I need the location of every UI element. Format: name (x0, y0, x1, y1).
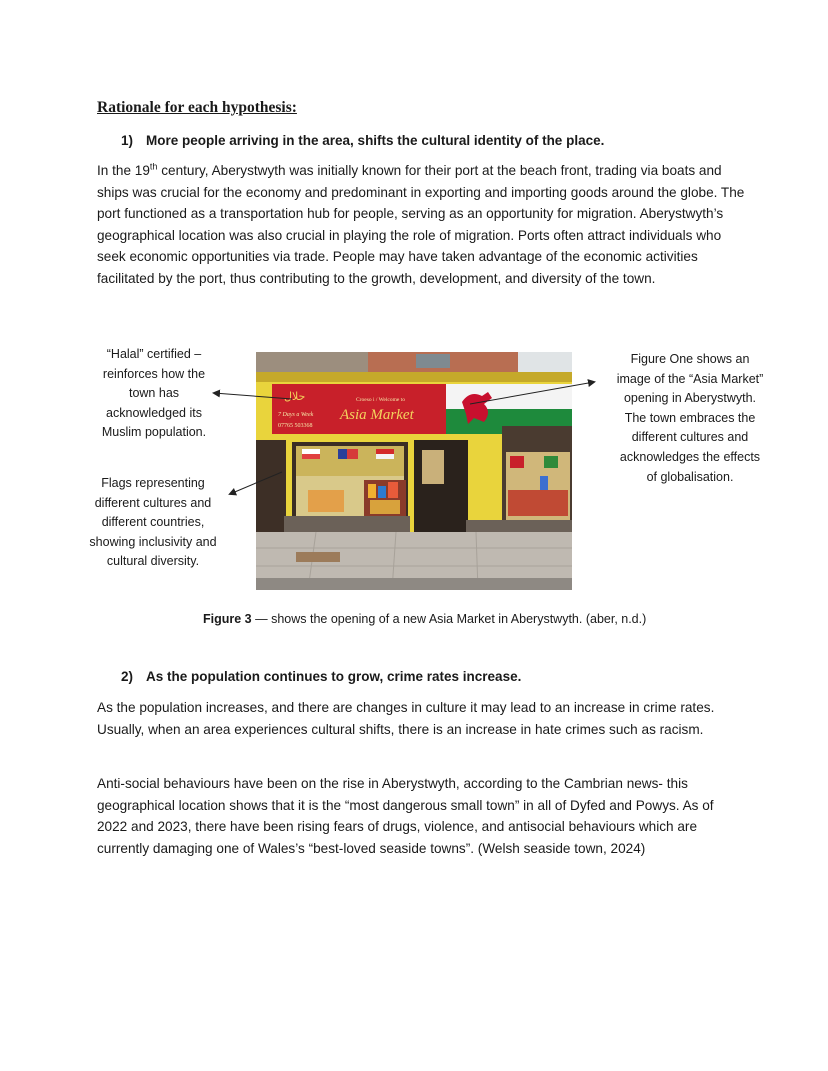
arrow-figure-one (470, 382, 594, 404)
paragraph-text-rest: century, Aberystwyth was initially known for their port at the beach front, trading via boats and ships was crucial for the economy and predominant in exporting and importing goods around the globe. The port functioned as a transportation hub for people, serving as an opportunity for migration. Aberystwyth’s geographical location was also crucial in playing the role of migration. Ports often attract individuals who seek economic opportunities via trade. People may have taken advantage of the economic activities facilitated by the port, thus contributing to the growth, development, and diversity of the town. (97, 163, 745, 286)
sign-name-text: Asia Market (340, 407, 414, 423)
sign-days-text: 7 Days a Week (278, 412, 314, 418)
section-heading: Rationale for each hypothesis: (97, 99, 297, 116)
arrow-flags (230, 472, 282, 494)
paragraph-text-start: In the 19 (97, 163, 150, 178)
sign-halal-text: حلال (284, 390, 306, 403)
caption-label: Figure 3 (203, 612, 252, 626)
annotation-halal: “Halal” certified – reinforces how the town has acknowledged its Muslim population. (101, 347, 207, 440)
hypothesis-2-paragraph-1: As the population increases, and there are changes in culture it may lead to an increase in crime rates. Usually, when an area experiences cultural shifts, there is an increase in hate crimes such as racism. (97, 700, 715, 737)
sign-welcome-text: Croeso i / Welcome to (356, 397, 405, 403)
figure-caption (203, 612, 646, 626)
hypothesis-1-number: 1) (121, 133, 134, 148)
hypothesis-2-title: As the population continues to grow, crime rates increase. (146, 669, 522, 684)
paragraph-superscript: th (149, 161, 158, 172)
hypothesis-2-paragraph-2: Anti-social behaviours have been on the rise in Aberystwyth, according to the Cambrian news- this geographical location shows that it is the “most dangerous small town” in all of Dyfed and Powys. As of 2022 and 2023, there have been rising fears of drugs, violence, and antisocial behaviours which are currently damaging one of Wales’s “best-loved seaside towns”. (Welsh seaside town, 2024) (97, 776, 714, 856)
caption-text: — shows the opening of a new Asia Market in Aberystwyth. (aber, n.d.) (251, 612, 647, 626)
sign-phone-text: 07765 503368 (278, 423, 313, 429)
arrow-halal (214, 393, 292, 399)
hypothesis-1-title: More people arriving in the area, shifts the cultural identity of the place. (146, 133, 605, 148)
annotation-figure-one: Figure One shows an image of the “Asia Market” opening in Aberystwyth. The town embraces the different cultures and acknowledges the effects of globalisation. (616, 352, 764, 484)
hypothesis-2-number: 2) (121, 669, 134, 684)
annotation-flags: Flags representing different cultures and different countries, showing inclusivity and cultural diversity. (89, 476, 217, 569)
